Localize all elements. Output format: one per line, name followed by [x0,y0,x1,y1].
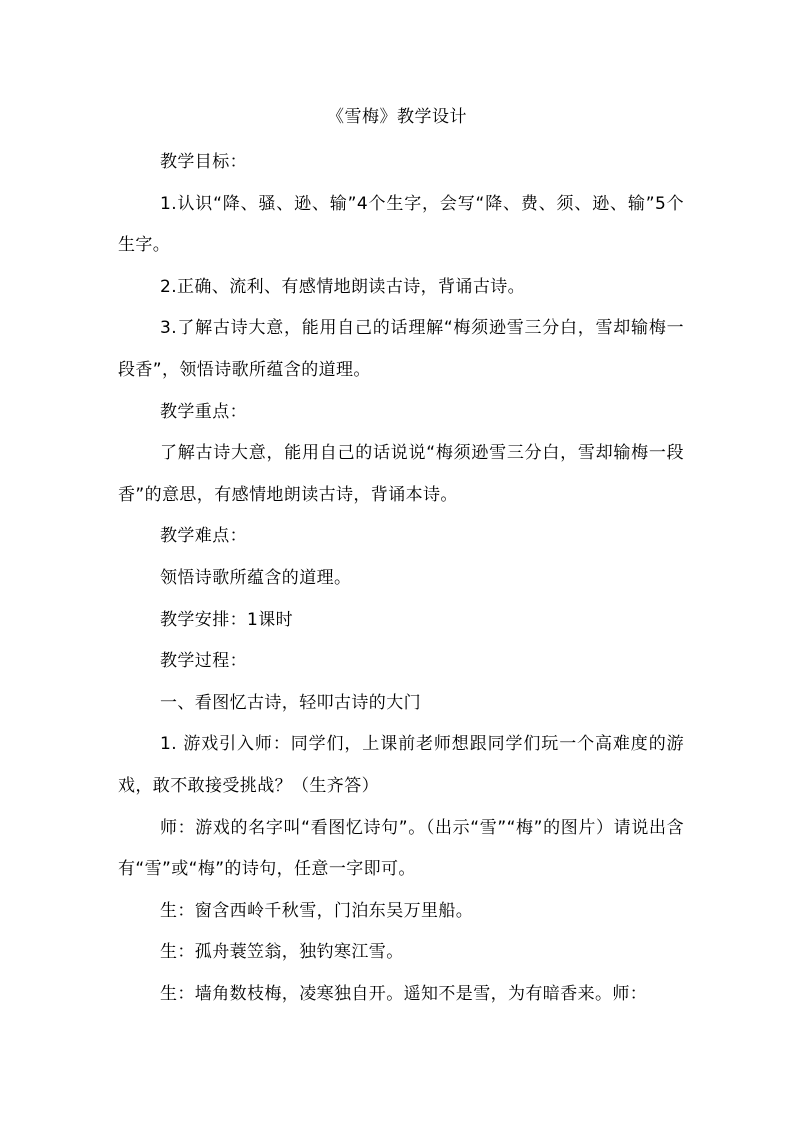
paragraph-game-intro: 1. 游戏引入师：同学们，上课前老师想跟同学们玩一个高难度的游戏，敢不敢接受挑战？（生齐答） [118,734,684,796]
paragraph-difficulties: 领悟诗歌所蕴含的道理。 [160,567,352,588]
paragraph-schedule: 教学安排：1课时 [160,609,294,630]
paragraph-student-answer-3: 生：墙角数枝梅，凌寒独自开。遥知不是雪，为有暗香来。师： [160,983,648,1004]
paragraph-game-rules: 师：游戏的名字叫“看图忆诗句”。（出示“雪”“梅”的图片）请说出含有“雪”或“梅”的诗句，任意一字即可。 [118,817,684,880]
paragraph-student-answer-1: 生：窗含西岭千秋雪，门泊东吴万里船。 [160,900,474,921]
paragraph-section-1-heading: 一、看图忆古诗，轻叩古诗的大门 [160,692,421,713]
paragraph-goal-2: 2.正确、流利、有感情地朗读古诗，背诵古诗。 [160,276,526,297]
paragraph-key-points: 了解古诗大意，能用自己的话说说“梅须逊雪三分白，雪却输梅一段香”的意思，有感情地朗读古诗，背诵本诗。 [118,443,684,505]
paragraph-key-points-heading: 教学重点： [160,401,247,422]
document-title: 《雪梅》教学设计 [327,107,467,127]
paragraph-teaching-goals-heading: 教学目标： [160,152,247,172]
paragraph-goal-3: 3.了解古诗大意，能用自己的话理解“梅须逊雪三分白，雪却输梅一段香”，领悟诗歌所蕴含的道理。 [118,318,684,380]
paragraph-student-answer-2: 生：孤舟蓑笠翁，独钓寒江雪。 [160,942,404,963]
document-body [118,142,684,1015]
paragraph-difficulties-heading: 教学难点： [160,526,247,547]
paragraph-goal-1: 1.认识“降、骚、逊、输”4个生字，会写“降、费、须、逊、输”5个生字。 [118,193,684,256]
paragraph-process-heading: 教学过程： [160,651,247,672]
